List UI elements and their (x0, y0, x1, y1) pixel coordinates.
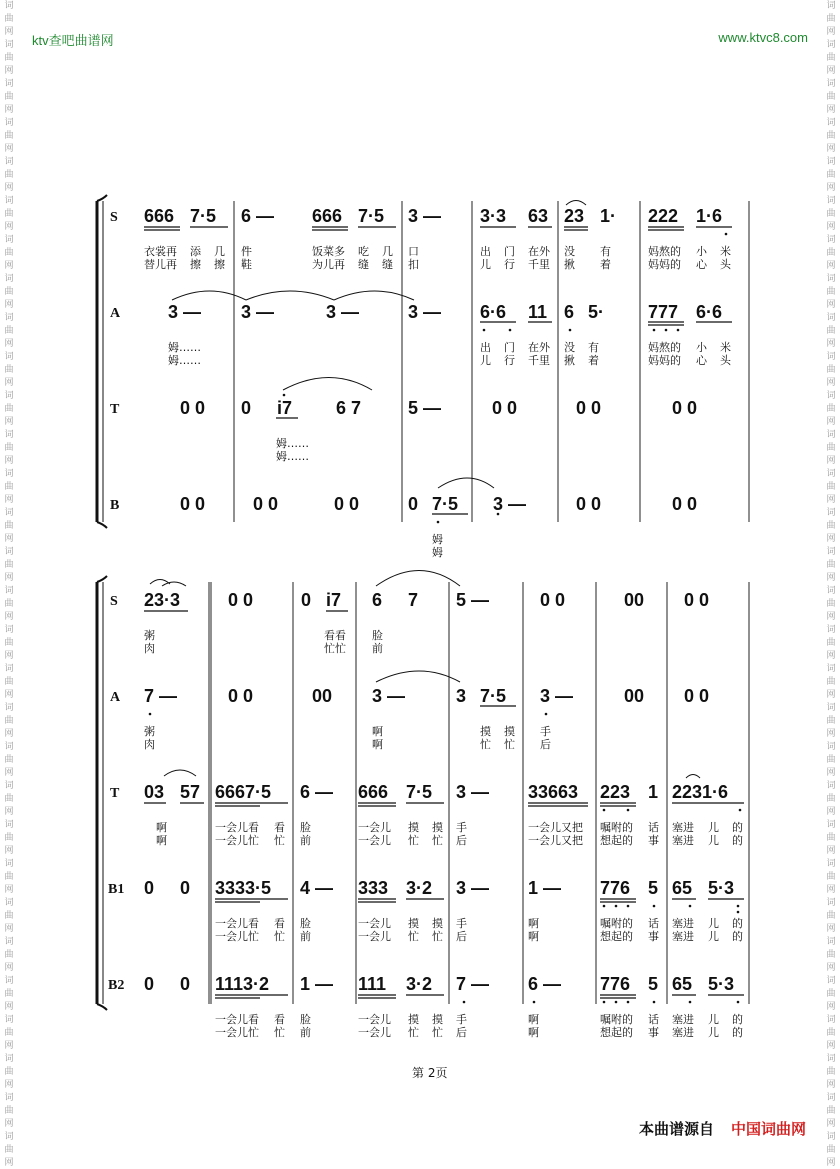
lyric: 着 (588, 354, 599, 367)
lyric: 忙 (274, 1026, 285, 1039)
lyric: 几 (382, 245, 393, 258)
note: 5·3 (708, 878, 735, 898)
note: 0 0 (228, 686, 254, 706)
note: 6 (564, 302, 575, 322)
note: 03 (144, 782, 165, 802)
lyric: 粥 (144, 725, 155, 738)
lyric: 肉 (144, 738, 155, 751)
lyric: 衣裳再 (144, 245, 177, 258)
note: 7·5 (406, 782, 433, 802)
lyric: 姆…… (276, 450, 309, 463)
lyric: 后 (540, 738, 551, 751)
lyric: 有 (600, 245, 611, 258)
lyric: 手 (456, 917, 467, 930)
note: 00 (624, 686, 645, 706)
note: 3 — (540, 686, 574, 706)
lyric: 啊 (156, 821, 167, 834)
lyric: 忙 (504, 738, 515, 751)
lyric: 的 (732, 821, 743, 834)
note: 6 (372, 590, 383, 610)
lyric: 行 (504, 258, 515, 271)
note: 3333·5 (215, 878, 272, 898)
lyric: 一会儿 (358, 1026, 391, 1039)
lyric: 添 (190, 245, 201, 258)
note: 0 (180, 878, 191, 898)
lyric: 啊 (372, 725, 383, 738)
lyric: 一会儿又把 (528, 834, 583, 847)
lyric: 忙 (480, 738, 491, 751)
lyric: 一会儿又把 (528, 821, 583, 834)
lyric: 儿 (480, 354, 491, 367)
lyric: 塞进 (672, 834, 694, 847)
lyric: 事 (648, 834, 659, 847)
lyric: 的 (732, 1013, 743, 1026)
lyric: 姆…… (276, 437, 309, 450)
note: 4 — (300, 878, 334, 898)
footer-source: 本曲谱源自 (638, 1120, 714, 1138)
lyric: 话 (648, 1013, 659, 1026)
lyric: 出 (480, 341, 491, 354)
note: 6·6 (696, 302, 723, 322)
lyric: 小 (696, 245, 707, 258)
note: 7·5 (480, 686, 507, 706)
lyric: 姆 (432, 533, 443, 546)
lyric: 门 (504, 245, 515, 258)
lyric: 啊 (528, 917, 539, 930)
note: 3 — (241, 302, 275, 322)
lyric: 姆…… (168, 341, 201, 354)
note: 5 — (408, 398, 442, 418)
lyric: 嘱咐的 (600, 917, 633, 930)
lyric: 为儿再 (312, 258, 345, 271)
note: 0 0 (672, 398, 698, 418)
lyric: 一会儿 (358, 917, 391, 930)
note: 6 — (528, 974, 562, 994)
note: 777 (648, 302, 679, 322)
lyric: 手 (456, 1013, 467, 1026)
lyric: 儿 (708, 821, 719, 834)
note: 7·5 (190, 206, 217, 226)
note: 2231·6 (672, 782, 729, 802)
note: 111 (358, 974, 387, 994)
note: 1 — (528, 878, 562, 898)
note: 0 (180, 974, 191, 994)
right-watermark: 词曲网词曲网词曲网词曲网词曲网词曲网词曲网词曲网词曲网词曲网词曲网词曲网词曲网词曲网词曲网词曲网词曲网词曲网词曲网词曲网词曲网词曲网词曲网词曲网词曲网词曲网词曲网词曲网词曲网词曲网 (824, 0, 838, 1169)
lyric: 心 (696, 354, 707, 367)
part-label-a: A (110, 690, 121, 705)
lyric: 着 (600, 258, 611, 271)
lyric: 忙 (274, 834, 285, 847)
lyric: 看 (274, 917, 285, 930)
lyric: 一会儿忙 (215, 1026, 259, 1039)
note: 0 0 (684, 686, 710, 706)
lyric: 口 (408, 245, 419, 258)
lyric: 嘱咐的 (600, 1013, 633, 1026)
lyric: 忙 (432, 834, 443, 847)
lyric: 啊 (528, 1013, 539, 1026)
lyric: 饭菜多 (312, 245, 345, 258)
lyric: 摸 (408, 1013, 419, 1026)
lyric: 忙忙 (324, 642, 346, 655)
lyric: 手 (540, 725, 551, 738)
lyric: 后 (456, 1026, 467, 1039)
note: 223 (600, 782, 631, 802)
note: 3·3 (480, 206, 507, 226)
note: 0 0 (576, 494, 602, 514)
note: 7 (408, 590, 419, 610)
note: 222 (648, 206, 679, 226)
note: 6 7 (336, 398, 362, 418)
lyric: 脸 (300, 1013, 311, 1026)
part-label-b2: B2 (108, 978, 125, 993)
note: 5·3 (708, 974, 735, 994)
lyric: 缝 (382, 258, 393, 271)
lyric: 事 (648, 930, 659, 943)
lyric: 忙 (274, 930, 285, 943)
note: 333 (358, 878, 389, 898)
lyric: 的 (732, 1026, 743, 1039)
note: 6667·5 (215, 782, 272, 802)
note: 3 — (493, 494, 527, 514)
lyric: 忙 (408, 930, 419, 943)
lyric: 脸 (300, 917, 311, 930)
page-number: 第 2页 (412, 1066, 448, 1080)
note: 3 — (168, 302, 202, 322)
lyric: 姆 (432, 546, 443, 559)
lyric: 啊 (528, 930, 539, 943)
note: 3 — (456, 782, 490, 802)
note: 0 0 (253, 494, 279, 514)
part-label-s: S (110, 210, 118, 225)
lyric: 塞进 (672, 1013, 694, 1026)
note: 0 0 (540, 590, 566, 610)
note: 776 (600, 878, 631, 898)
lyric: 看 (274, 1013, 285, 1026)
note: 33663 (528, 782, 579, 802)
lyric: 替儿再 (144, 258, 177, 271)
lyric: 擦 (214, 258, 225, 271)
lyric: 忙 (408, 1026, 419, 1039)
note: 0 0 (334, 494, 360, 514)
note: 6 — (241, 206, 275, 226)
lyric: 忙 (408, 834, 419, 847)
part-label-s: S (110, 594, 118, 609)
part-label-a: A (110, 306, 121, 321)
note: 7 — (456, 974, 490, 994)
lyric: 前 (300, 1026, 311, 1039)
lyric: 摸 (408, 917, 419, 930)
lyric: 脸 (300, 821, 311, 834)
note: 00 (312, 686, 333, 706)
lyric: 肉 (144, 642, 155, 655)
lyric: 缝 (358, 258, 369, 271)
note: 3·2 (406, 878, 433, 898)
note: 1·6 (696, 206, 723, 226)
note: 5 (648, 974, 659, 994)
lyric: 在外 (528, 245, 550, 258)
note: 57 (180, 782, 201, 802)
lyric: 话 (648, 821, 659, 834)
lyric: 儿 (708, 834, 719, 847)
lyric: 摸 (408, 821, 419, 834)
lyric: 啊 (156, 834, 167, 847)
lyric: 米 (720, 245, 731, 258)
lyric: 前 (372, 642, 383, 655)
lyric: 没 (564, 245, 575, 258)
note: 5 (648, 878, 659, 898)
part-label-b1: B1 (108, 882, 125, 897)
lyric: 忙 (432, 930, 443, 943)
note: 23 (564, 206, 585, 226)
note: 1 (648, 782, 659, 802)
lyric: 儿 (480, 258, 491, 271)
lyric: 妈熬的 (648, 341, 681, 354)
note: 0 0 (672, 494, 698, 514)
lyric: 摸 (480, 725, 491, 738)
note: 7·5 (358, 206, 385, 226)
lyric: 出 (480, 245, 491, 258)
note: 23·3 (144, 590, 181, 610)
lyric: 儿 (708, 1026, 719, 1039)
lyric: 头 (720, 354, 731, 367)
lyric: 脸 (372, 629, 383, 642)
note: 63 (528, 206, 549, 226)
note: 666 (144, 206, 175, 226)
note: 65 (672, 878, 693, 898)
lyric: 姆…… (168, 354, 201, 367)
lyric: 揪 (564, 258, 575, 271)
lyric: 头 (720, 258, 731, 271)
lyric: 千里 (528, 354, 550, 367)
note: 666 (358, 782, 389, 802)
lyric: 手 (456, 821, 467, 834)
lyric: 门 (504, 341, 515, 354)
lyric: 一会儿忙 (215, 834, 259, 847)
part-label-t: T (110, 402, 120, 417)
note: i7 (277, 398, 293, 418)
lyric: 想起的 (600, 1026, 633, 1039)
lyric: 妈妈的 (648, 258, 681, 271)
note: 0 0 (492, 398, 518, 418)
note: 65 (672, 974, 693, 994)
note: 5· (588, 302, 605, 322)
lyric: 儿 (708, 917, 719, 930)
lyric: 的 (732, 930, 743, 943)
lyric: 摸 (432, 917, 443, 930)
lyric: 后 (456, 834, 467, 847)
site-url: www.ktvc8.com (718, 30, 808, 45)
lyric: 妈妈的 (648, 354, 681, 367)
note: 7 — (144, 686, 178, 706)
lyric: 的 (732, 834, 743, 847)
note: 3 — (326, 302, 360, 322)
note: 3·2 (406, 974, 433, 994)
lyric: 一会儿看 (215, 917, 259, 930)
note: 0 0 (180, 398, 206, 418)
note: 1· (600, 206, 617, 226)
lyric: 看看 (324, 629, 346, 642)
lyric: 一会儿 (358, 821, 391, 834)
note: 3 (456, 686, 467, 706)
footer-site: 中国词曲网 (730, 1120, 806, 1138)
lyric: 前 (300, 930, 311, 943)
lyric: 儿 (708, 930, 719, 943)
note: 1 — (300, 974, 334, 994)
lyric: 前 (300, 834, 311, 847)
lyric: 妈熬的 (648, 245, 681, 258)
note: 0 (408, 494, 419, 514)
lyric: 话 (648, 917, 659, 930)
note: 776 (600, 974, 631, 994)
lyric: 一会儿 (358, 930, 391, 943)
lyric: 儿 (708, 1013, 719, 1026)
lyric: 米 (720, 341, 731, 354)
note: 0 (241, 398, 252, 418)
note: 0 (144, 974, 155, 994)
lyric: 想起的 (600, 834, 633, 847)
note: 7·5 (432, 494, 459, 514)
note: 0 (301, 590, 312, 610)
note: 0 0 (180, 494, 206, 514)
lyric: 摸 (432, 1013, 443, 1026)
lyric: 心 (696, 258, 707, 271)
lyric: 塞进 (672, 1026, 694, 1039)
lyric: 有 (588, 341, 599, 354)
lyric: 想起的 (600, 930, 633, 943)
part-label-t: T (110, 786, 120, 801)
note: 1113·2 (215, 974, 270, 994)
note: 0 0 (684, 590, 710, 610)
lyric: 揪 (564, 354, 575, 367)
lyric: 的 (732, 917, 743, 930)
lyric: 塞进 (672, 930, 694, 943)
lyric: 摸 (432, 821, 443, 834)
lyric: 嘱咐的 (600, 821, 633, 834)
lyric: 一会儿 (358, 1013, 391, 1026)
lyric: 后 (456, 930, 467, 943)
note: 3 — (372, 686, 406, 706)
note: 00 (624, 590, 645, 610)
left-watermark: 词曲网词曲网词曲网词曲网词曲网词曲网词曲网词曲网词曲网词曲网词曲网词曲网词曲网词曲网词曲网词曲网词曲网词曲网词曲网词曲网词曲网词曲网词曲网词曲网词曲网词曲网词曲网词曲网词曲网词曲网 (2, 0, 16, 1169)
lyric: 事 (648, 1026, 659, 1039)
note: 6·6 (480, 302, 507, 322)
note: i7 (326, 590, 342, 610)
note: 3 — (408, 206, 442, 226)
lyric: 一会儿忙 (215, 930, 259, 943)
note: 5 — (456, 590, 490, 610)
lyric: 塞进 (672, 821, 694, 834)
note: 0 0 (576, 398, 602, 418)
lyric: 啊 (528, 1026, 539, 1039)
lyric: 看 (274, 821, 285, 834)
lyric: 行 (504, 354, 515, 367)
part-label-b: B (110, 498, 120, 513)
lyric: 擦 (190, 258, 201, 271)
note: 3 — (456, 878, 490, 898)
lyric: 几 (214, 245, 225, 258)
note: 3 — (408, 302, 442, 322)
lyric: 一会儿看 (215, 1013, 259, 1026)
lyric: 扣 (408, 258, 419, 271)
lyric: 鞋 (241, 258, 252, 271)
lyric: 在外 (528, 341, 550, 354)
note: 6 — (300, 782, 334, 802)
lyric: 没 (564, 341, 575, 354)
lyric: 吃 (358, 245, 369, 258)
lyric: 小 (696, 341, 707, 354)
lyric: 一会儿 (358, 834, 391, 847)
note: 0 0 (228, 590, 254, 610)
lyric: 塞进 (672, 917, 694, 930)
lyric: 千里 (528, 258, 550, 271)
note: 11 (528, 302, 548, 322)
note: 0 (144, 878, 155, 898)
site-name: ktv查吧曲谱网 (32, 33, 114, 48)
lyric: 摸 (504, 725, 515, 738)
lyric: 粥 (144, 629, 155, 642)
lyric: 件 (241, 245, 252, 258)
note: 666 (312, 206, 343, 226)
lyric: 忙 (432, 1026, 443, 1039)
lyric: 啊 (372, 738, 383, 751)
lyric: 一会儿看 (215, 821, 259, 834)
